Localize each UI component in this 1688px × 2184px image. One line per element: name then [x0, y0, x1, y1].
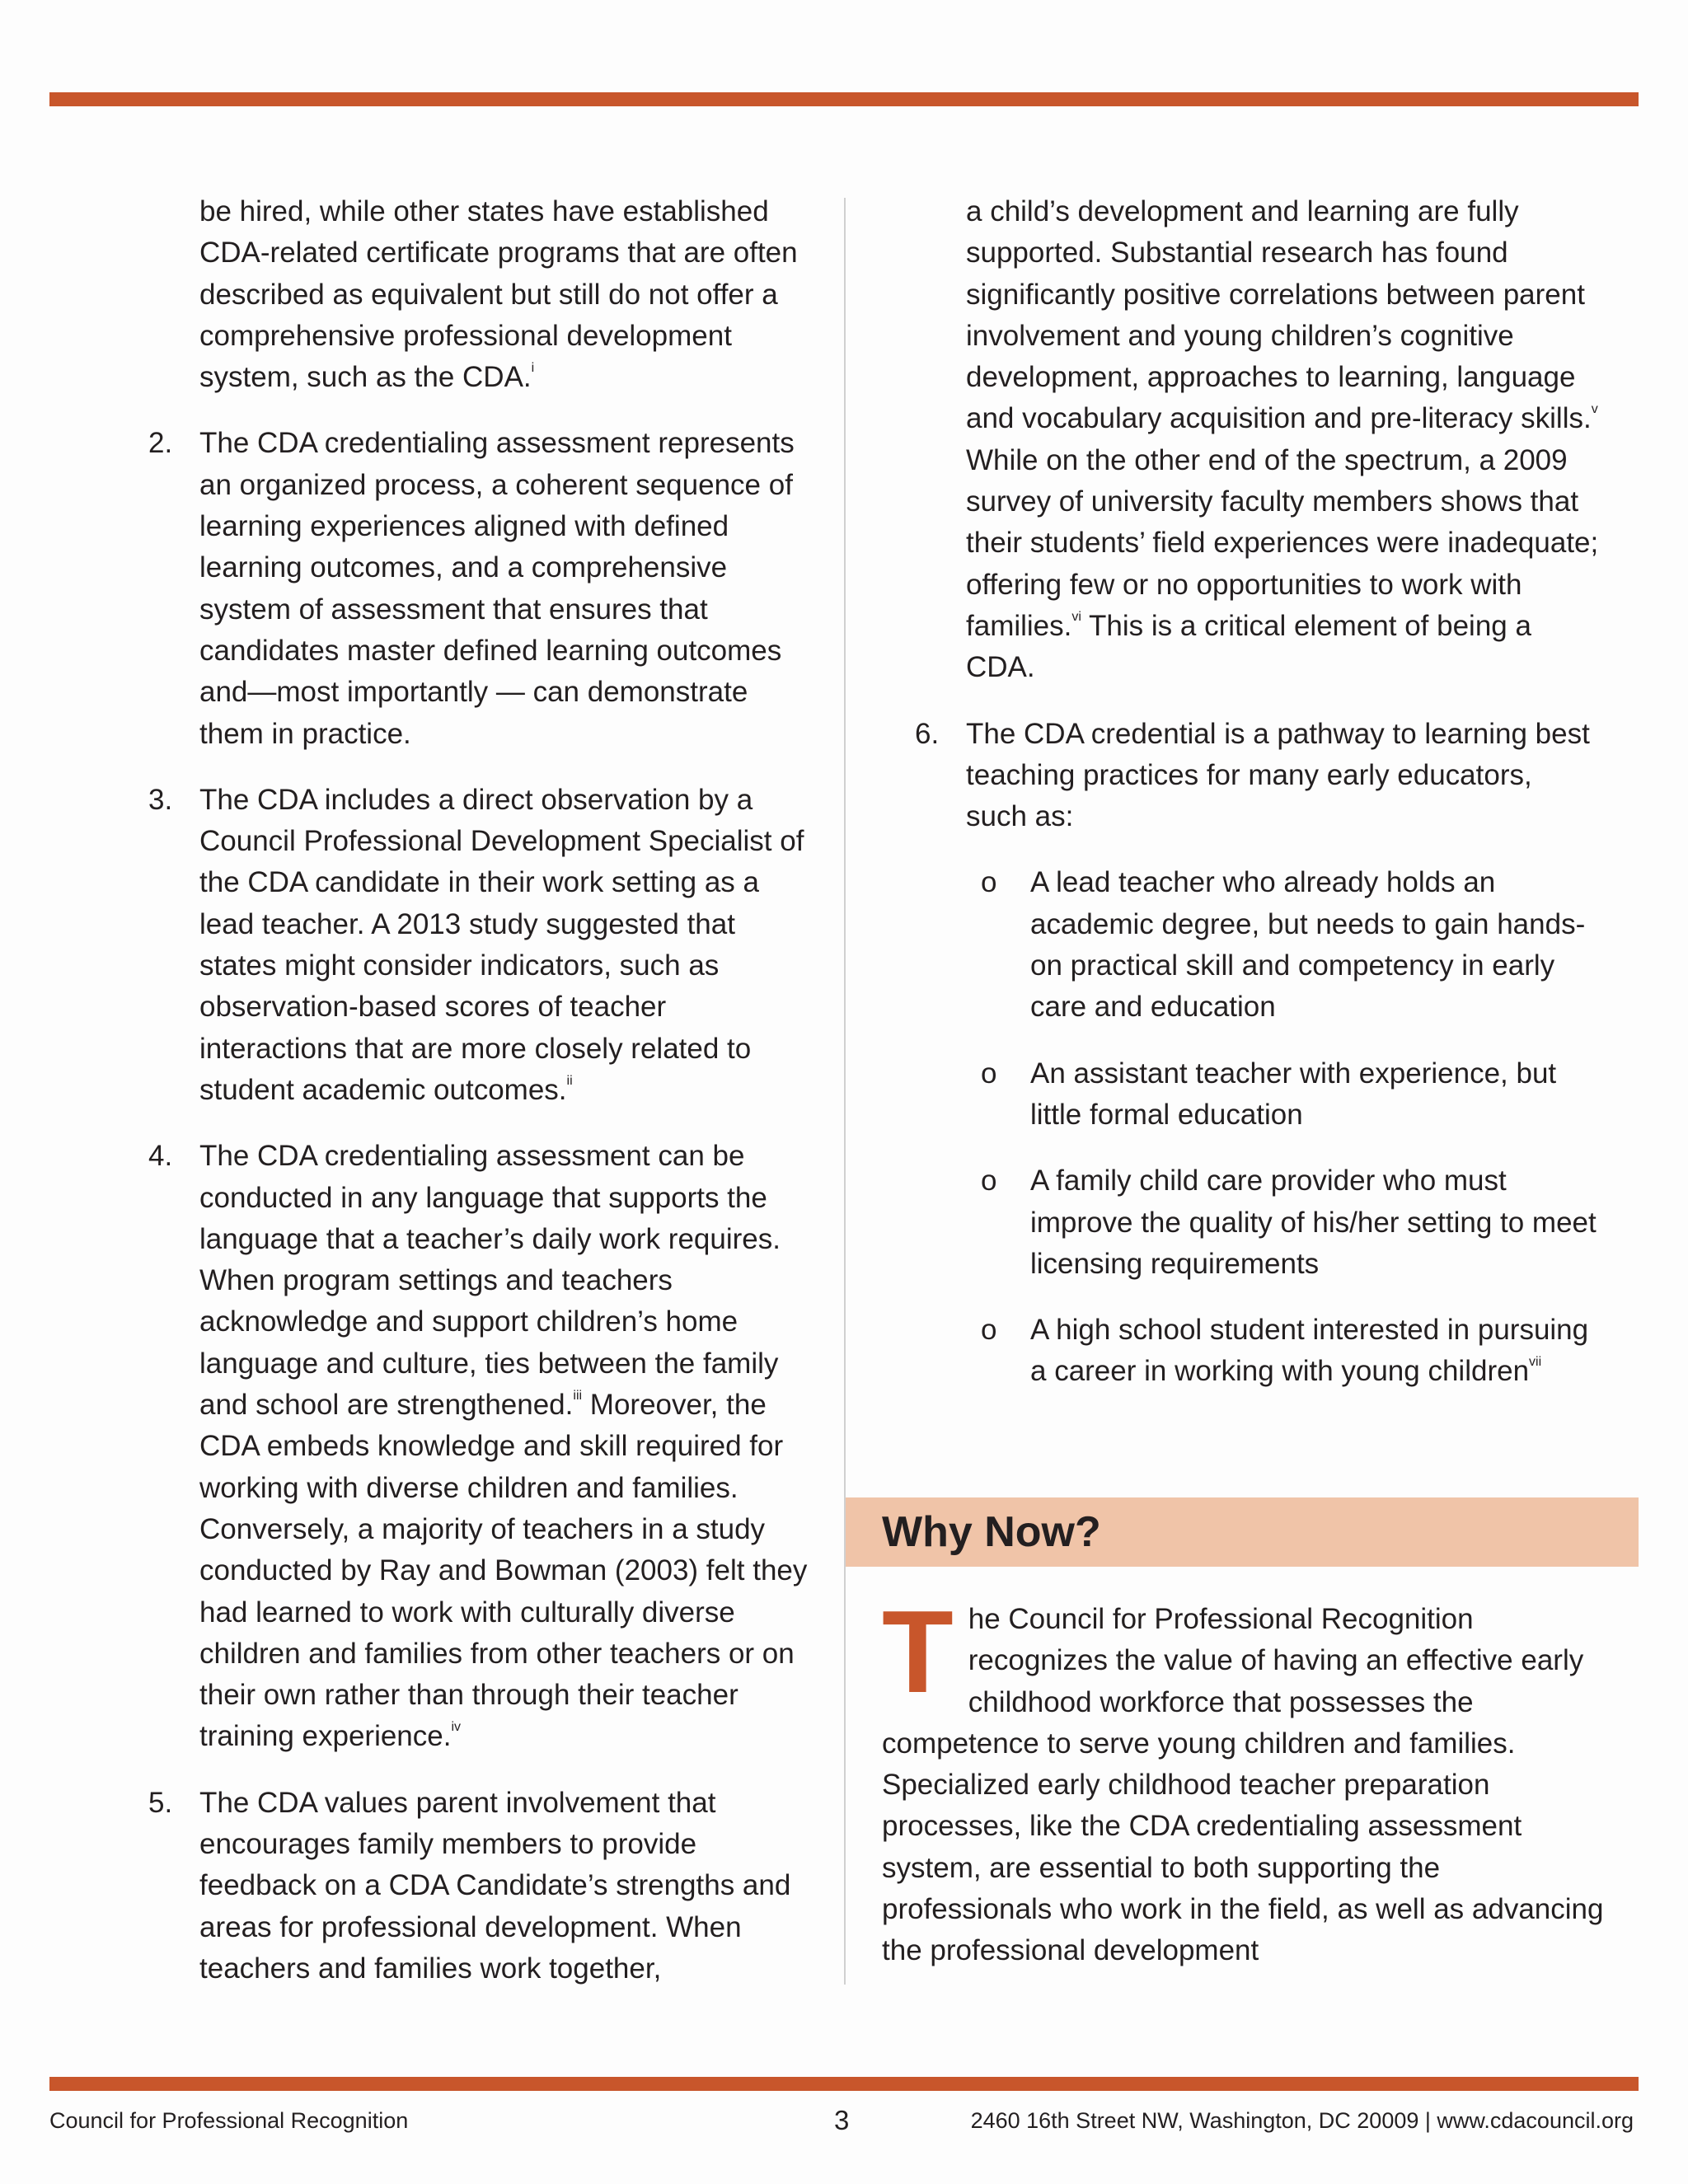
column-divider: [844, 198, 846, 1985]
why-now-text: he Council for Professional Recognition recognizes the value of having an effective early childhood workforce that possesses the competence to serve young children and families. Specialized early childhood teacher preparation processes, like the CDA credentialing assessment system, are essential to both supporting the professionals who work in the field, as well as advancing the professional development: [882, 1603, 1604, 1967]
list-number: 5.: [148, 1786, 173, 1819]
list-item-text: The CDA includes a direct observation by a Council Professional Development Specialist of the CDA candidate in their work setting as a lead teacher. A 2013 study suggested that states might consider indicators, such as observation-based scores of teacher interactions that are more closely related to student academic outcomes.: [199, 783, 804, 1106]
list-item-text: The CDA credential is a pathway to learning best teaching practices for many early educators, such as:: [966, 717, 1590, 833]
why-now-heading: Why Now?: [882, 1508, 1101, 1556]
footer-organization: Council for Professional Recognition: [49, 2108, 409, 2133]
sub-list-item: [915, 1310, 1599, 1393]
list-item-text: The CDA values parent involvement that encourages family members to provide feedback on a CDA Candidate’s strengths and areas for professional development. When teachers and families work together,: [199, 1786, 791, 1985]
left-column: [148, 191, 816, 1990]
footnote-ref-ii: ii: [566, 1073, 573, 1088]
sub-list-item: [915, 1053, 1599, 1137]
bullet-marker: o: [981, 1165, 997, 1197]
top-accent-rule: [49, 92, 1639, 106]
sub-list-item: [915, 1160, 1599, 1285]
left-continuation-paragraph: be hired, while other states have established CDA-related certificate programs that are often described as equivalent but still do not offer a comprehensive professional development system, such as the CDA.$^i$: [199, 195, 798, 394]
sub-list-item: [915, 862, 1599, 1028]
bullet-marker: o: [981, 1057, 997, 1090]
footnote-ref-iv: iv: [451, 1720, 462, 1735]
list-item-6: [915, 714, 1599, 838]
sub-list-item-text: A lead teacher who already holds an academic degree, but needs to gain hands-on practical skill and competency in early care and education: [1030, 866, 1586, 1024]
footnote-ref-iii: iii: [573, 1389, 583, 1404]
bullet-marker: o: [981, 866, 997, 899]
list-item-2: [148, 423, 816, 754]
list-item-text: Moreover, the CDA embeds knowledge and skill required for working with diverse children and families. Conversely, a majority of teachers in a study conducted by Ray and Bowman (2003) felt they had learned to work with culturally diverse children and families from other teachers or on their own rather than through their teacher training experience.: [199, 1389, 808, 1753]
list-item-4: [148, 1136, 816, 1757]
footnote-ref-v: v: [1591, 402, 1598, 417]
why-now-paragraph: [882, 1586, 1607, 1972]
footer-address: 2460 16th Street NW, Washington, DC 20009 | www.cdacouncil.org: [970, 2108, 1634, 2133]
list-item-text: The CDA credentialing assessment can be conducted in any language that supports the language that a teacher’s daily work requires. When program settings and teachers acknowledge and support children’s home language and culture, ties between the family and school are strengthened.: [199, 1140, 781, 1422]
footnote-ref-vi: vi: [1071, 609, 1081, 624]
right-continuation-paragraph: a child’s development and learning are fully supported. Substantial research has found significantly positive correlations between parent involvement and young children’s cognitive development, approaches to learning, language and vocabulary acquisition and pre-literacy skills.$^v$ While on the other end of the spectrum, a 2009 survey of university faculty members shows that their students’ field experiences were inadequate; offering few or no opportunities to work with families.$^{vi}$ This is a critical element of being a CDA.: [966, 195, 1599, 684]
bottom-accent-rule: [49, 2077, 1639, 2091]
list-item-3: [148, 780, 816, 1111]
list-item-text: The CDA credentialing assessment represents an organized process, a coherent sequence of learning experiences aligned with defined learning outcomes, and a comprehensive system of assessment that ensures that candidates master defined learning outcomes and—most importantly — can demonstrate them in practice.: [199, 427, 795, 750]
bullet-marker: o: [981, 1314, 997, 1347]
list-number: 6.: [915, 717, 940, 750]
list-number: 4.: [148, 1140, 173, 1173]
list-number: 3.: [148, 783, 173, 816]
sub-list-item-text: A high school student interested in pursuing a career in working with young children: [1030, 1314, 1589, 1388]
drop-cap-letter: T: [882, 1586, 954, 1718]
footnote-ref-i: i: [531, 361, 535, 376]
sub-list-item-text: A family child care provider who must improve the quality of his/her setting to meet licensing requirements: [1030, 1165, 1597, 1280]
why-now-heading-band: [846, 1497, 1639, 1567]
sub-list-item-text: An assistant teacher with experience, but little formal education: [1030, 1057, 1557, 1131]
list-item-5: [148, 1783, 816, 1990]
footnote-ref-vii: vii: [1529, 1355, 1542, 1370]
right-column: [915, 191, 1599, 1393]
footer-page-number: 3: [834, 2105, 850, 2135]
list-number: 2.: [148, 427, 173, 460]
